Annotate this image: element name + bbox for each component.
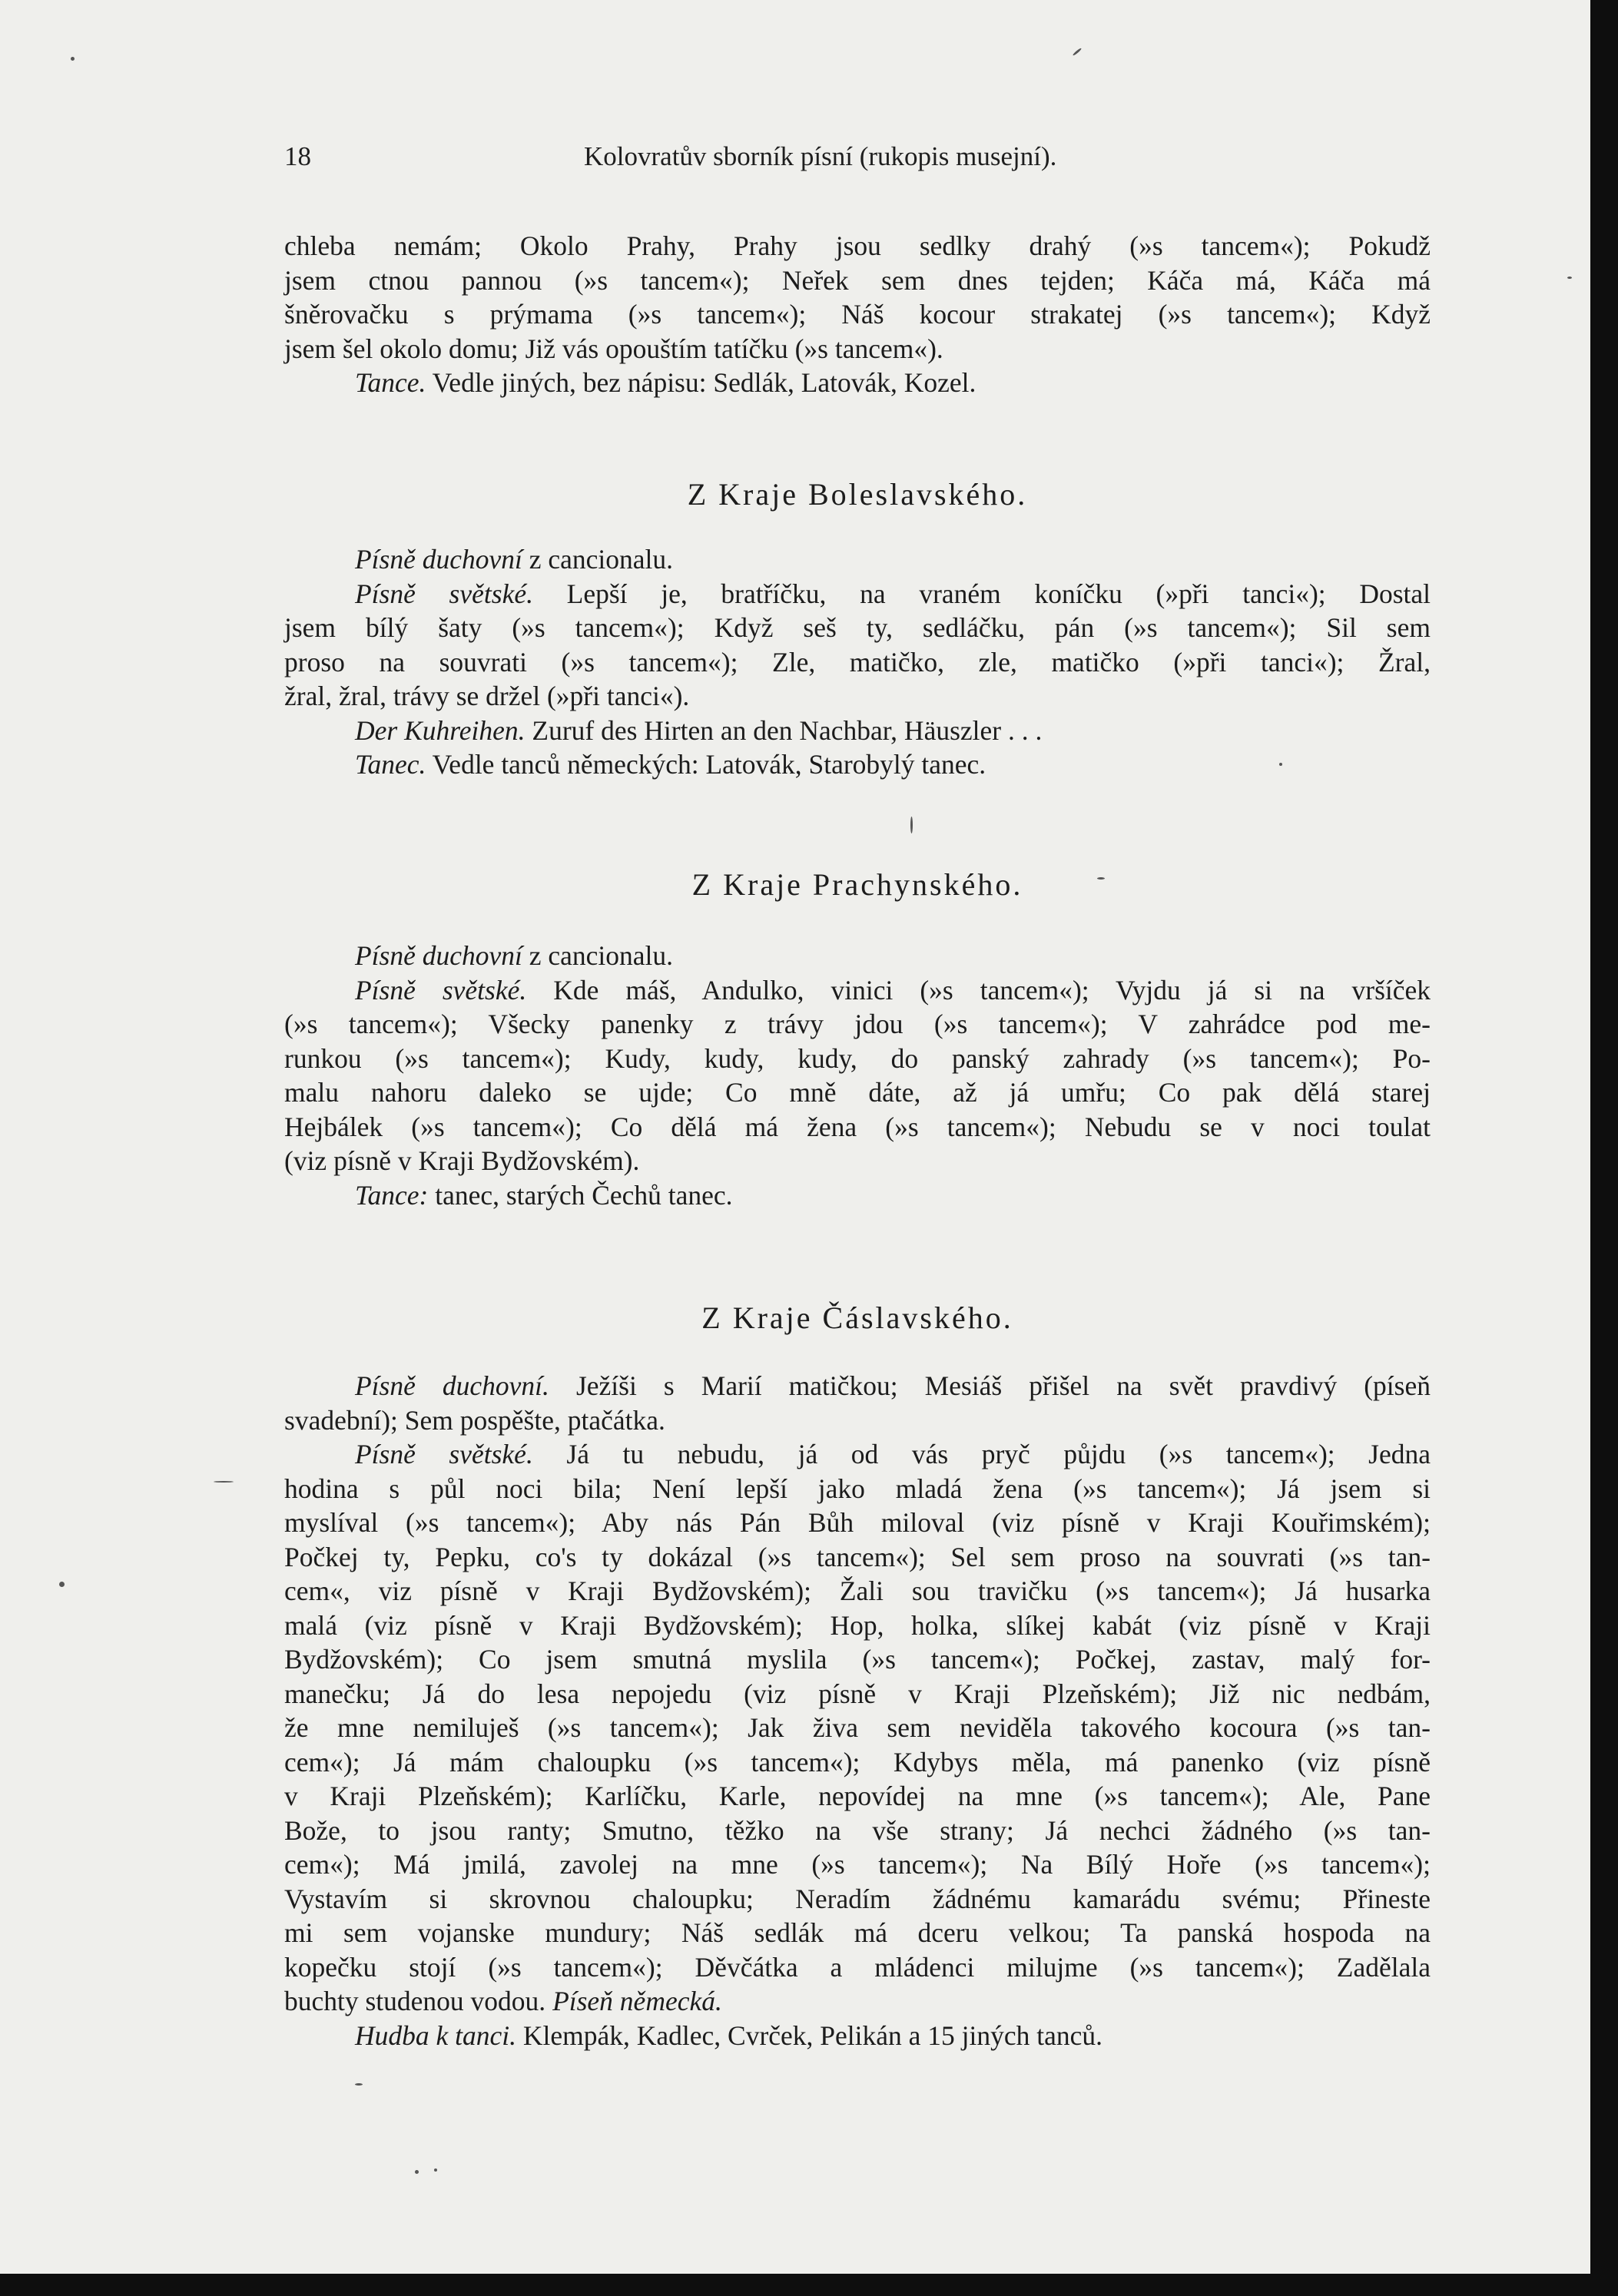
duchovni-line [284,542,1431,577]
svetske-line [284,577,1431,611]
text-line: šněrovačku s prýmama (»s tancem«); Náš kocour strakatej (»s tancem«); Když [284,299,1431,330]
scan-border-bottom [0,2274,1618,2296]
scan-speck [910,817,913,833]
svetske-last: buchty studenou vodou. [284,1986,546,2016]
text-line: jsem šel okolo domu; Již vás opouštím tatíčku (»s tancem«). [284,333,943,364]
text-line: Bydžovském); Co jsem smutná myslila (»s tancem«); Počkej, zastav, malý for- [284,1644,1431,1675]
scan-speck [415,2170,419,2174]
duchovni-label: Písně duchovní [355,544,522,575]
svetske-first: Lepší je, bratříčku, na vraném koníčku (»při tanci«); Dostal [566,578,1431,609]
text-line: Hejbálek (»s tancem«); Co dělá má žena (»s tancem«); Nebudu se v noci toulat [284,1111,1431,1142]
text-line: runkou (»s tancem«); Kudy, kudy, kudy, do panský zahrady (»s tancem«); Po- [284,1042,1431,1074]
section-heading-caslav: Z Kraje Čáslavského. [701,1300,1013,1335]
tanec-label: Tanec. [355,749,426,780]
prachyn-section [284,939,1431,1212]
hudba-line [284,2019,1431,2053]
scan-speck [71,57,75,61]
tanec-text: Vedle tanců německých: Latovák, Starobylý tanec. [432,749,986,780]
text-line: v Kraji Plzeňském); Karlíčku, Karle, nepovídej na mne (»s tancem«); Ale, Pane [284,1781,1431,1811]
text-line: manečku; Já do lesa nepojedu (viz písně v Kraji Plzeňském); Již nic nedbám, [284,1678,1431,1709]
svetske-line [284,973,1431,1008]
duchovni-text: z cancionalu. [529,544,674,575]
text-line: kopečku stojí (»s tancem«); Děvčátka a mládenci milujme (»s tancem«); Zadělala [284,1951,1431,1983]
tance-line [284,1178,1431,1213]
text-line: (viz písně v Kraji Bydžovském). [284,1145,640,1176]
svetske-line [284,1437,1431,1472]
svetske-label: Písně světské. [355,974,527,1006]
text-line: malu nahoru daleko se ujde; Co mně dáte, až já umřu; Co pak dělá starej [284,1077,1431,1108]
svetske-last-line [284,1984,1431,2019]
text-line: cem«); Má jmilá, zavolej na mne (»s tancem«); Na Bílý Hoře (»s tancem«); [284,1849,1431,1880]
text-line: chleba nemám; Okolo Prahy, Prahy jsou sedlky drahý (»s tancem«); Pokudž [284,230,1431,261]
text-line: jsem ctnou pannou (»s tancem«); Neřek sem dnes tejden; Káča má, Káča má [284,264,1431,296]
scan-speck [1567,277,1572,279]
duchovni-line [284,939,1431,973]
text-line: (»s tancem«); Všecky panenky z trávy jdou (»s tancem«); V zahrádce pod me- [284,1009,1431,1039]
text-line: malá (viz písně v Kraji Bydžovském); Hop, holka, slíkej kabát (viz písně v Kraji [284,1609,1431,1641]
svetske-label: Písně světské. [355,578,533,609]
intro-paragraph [284,229,1431,400]
duchovni-text: z cancionalu. [529,940,674,971]
duchovni-line [284,1369,1431,1403]
scan-border-right [1590,0,1618,2296]
text-line: mi sem vojanske mundury; Náš sedlák má dceru velkou; Ta panská hospoda na [284,1917,1431,1948]
text-line: hodina s půl noci bila; Není lepší jako mladá žena (»s tancem«); Já jsem si [284,1473,1431,1504]
duchovni-first: Ježíši s Marií matičkou; Mesiáš přišel na svět pravdivý (píseň [575,1370,1431,1401]
text-line: svadební); Sem pospěšte, ptačátka. [284,1404,665,1436]
tance-text: tanec, starých Čechů tanec. [435,1179,733,1211]
kuhreihen-text: Zuruf des Hirten an den Nachbar, Häuszler . . . [532,714,1043,746]
tance-label: Tance. [355,367,426,398]
tance-label: Tance: [355,1179,429,1211]
tanec-line [284,747,1431,782]
hudba-label: Hudba k tanci. [355,2019,517,2051]
tance-line [284,366,1431,400]
svetske-label: Písně světské. [355,1439,533,1469]
text-line: myslíval (»s tancem«); Aby nás Pán Bůh miloval (viz písně v Kraji Kouřimském); [284,1507,1431,1538]
scan-speck [59,1582,65,1587]
text-line: Vystavím si skrovnou chaloupku; Neradím žádnému kamarádu svému; Přineste [284,1883,1431,1914]
svetske-first: Kde máš, Andulko, vinici (»s tancem«); Vyjdu já si na vršíček [553,974,1431,1006]
caslav-section [284,1369,1431,2052]
section-heading-prachyn: Z Kraje Prachynského. [691,867,1023,902]
duchovni-label: Písně duchovní. [355,1370,549,1401]
text-line: Bože, to jsou ranty; Smutno, těžko na vše strany; Já nechci žádného (»s tan- [284,1814,1431,1846]
svetske-first: Já tu nebudu, já od vás pryč půjdu (»s tancem«); Jedna [566,1439,1431,1469]
scan-speck [355,2083,363,2086]
tance-text: Vedle jiných, bez nápisu: Sedlák, Latovák, Kozel. [432,367,976,398]
duchovni-label: Písně duchovní [355,940,522,971]
pisen-nemecka: Píseň německá. [552,1986,722,2016]
running-title: Kolovratův sborník písní (rukopis musejní). [584,141,1057,171]
kuhreihen-line [284,714,1431,748]
boleslav-section [284,542,1431,782]
running-header [284,141,1431,180]
text-line: proso na souvrati (»s tancem«); Zle, matičko, zle, matičko (»při tanci«); Žral, [284,646,1431,678]
text-line: cem«); Já mám chaloupku (»s tancem«); Kdybys měla, má panenko (viz písně [284,1746,1431,1777]
text-line: cem«, viz písně v Kraji Bydžovském); Žali sou travičku (»s tancem«); Já husarka [284,1575,1431,1606]
scan-speck [434,2168,437,2172]
section-heading-boleslav: Z Kraje Boleslavského. [687,477,1028,512]
text-line: žral, žral, trávy se držel (»při tanci«). [284,681,690,711]
text-line: jsem bílý šaty (»s tancem«); Když seš ty, sedláčku, pán (»s tancem«); Sil sem [284,612,1431,643]
kuhreihen-label: Der Kuhreihen. [355,714,526,746]
hudba-text: Klempák, Kadlec, Cvrček, Pelikán a 15 jiných tanců. [522,2019,1103,2051]
scan-speck [214,1481,234,1483]
page-number: 18 [284,141,311,171]
text-line: že mne nemiluješ (»s tancem«); Jak živa sem neviděla takového kocoura (»s tan- [284,1712,1431,1743]
text-line: Počkej ty, Pepku, co's ty dokázal (»s tancem«); Sel sem proso na souvrati (»s tan- [284,1541,1431,1572]
